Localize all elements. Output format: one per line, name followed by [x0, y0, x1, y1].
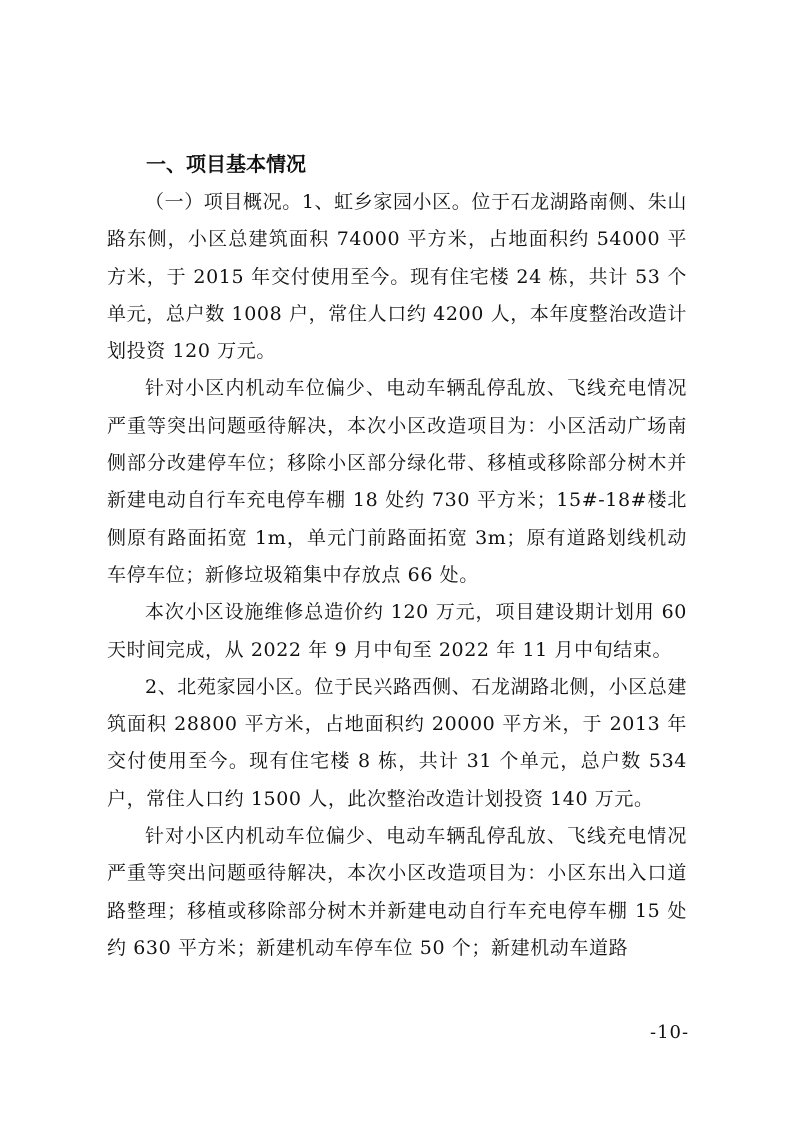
paragraph-project-overview: （一）项目概况。1、虹乡家园小区。位于石龙湖路南侧、朱山路东侧，小区总建筑面积 74000 平方米，占地面积约 54000 平方米，于 2015 年交付使用至今。现有住宅楼 24 栋，共计 53 个单元，总户数 1008 户，常住人口约 4200 人，本年度整治改造计划投资 120 万元。 [107, 191, 687, 363]
section-heading: 一、项目基本情况 [146, 152, 306, 176]
paragraph-hongxiang-renovation-items: 针对小区内机动车位偏少、电动车辆乱停乱放、飞线充电情况严重等突出问题亟待解决，本次小区改造项目为：小区活动广场南侧部分改建停车位；移除小区部分绿化带、移植或移除部分树木并新建电动自行车充电停车棚 18 处约 730 平方米；15#-18#楼北侧原有路面拓宽 1m，单元门前路面拓宽 3m；原有道路划线机动车停车位；新修垃圾箱集中存放点 66 处。 [107, 377, 687, 586]
page-number: -10- [650, 1022, 690, 1043]
paragraph-hongxiang-cost-schedule: 本次小区设施维修总造价约 120 万元，项目建设期计划用 60 天时间完成，从 2022 年 9 月中旬至 2022 年 11 月中旬结束。 [107, 601, 687, 661]
body-text [107, 184, 687, 967]
paragraph-beiyuan-renovation-items: 针对小区内机动车位偏少、电动车辆乱停乱放、飞线充电情况严重等突出问题亟待解决，本次小区改造项目为：小区东出入口道路整理；移植或移除部分树木并新建电动自行车充电停车棚 15 处约 630 平方米；新建机动车停车位 50 个；新建机动车道路 [107, 825, 687, 959]
paragraph-beiyuan-overview: 2、北苑家园小区。位于民兴路西侧、石龙湖路北侧，小区总建筑面积 28800 平方米，占地面积约 20000 平方米，于 2013 年交付使用至今。现有住宅楼 8 栋，共计 31 个单元，总户数 534 户，常住人口约 1500 人，此次整治改造计划投资 140 万元。 [107, 675, 687, 810]
